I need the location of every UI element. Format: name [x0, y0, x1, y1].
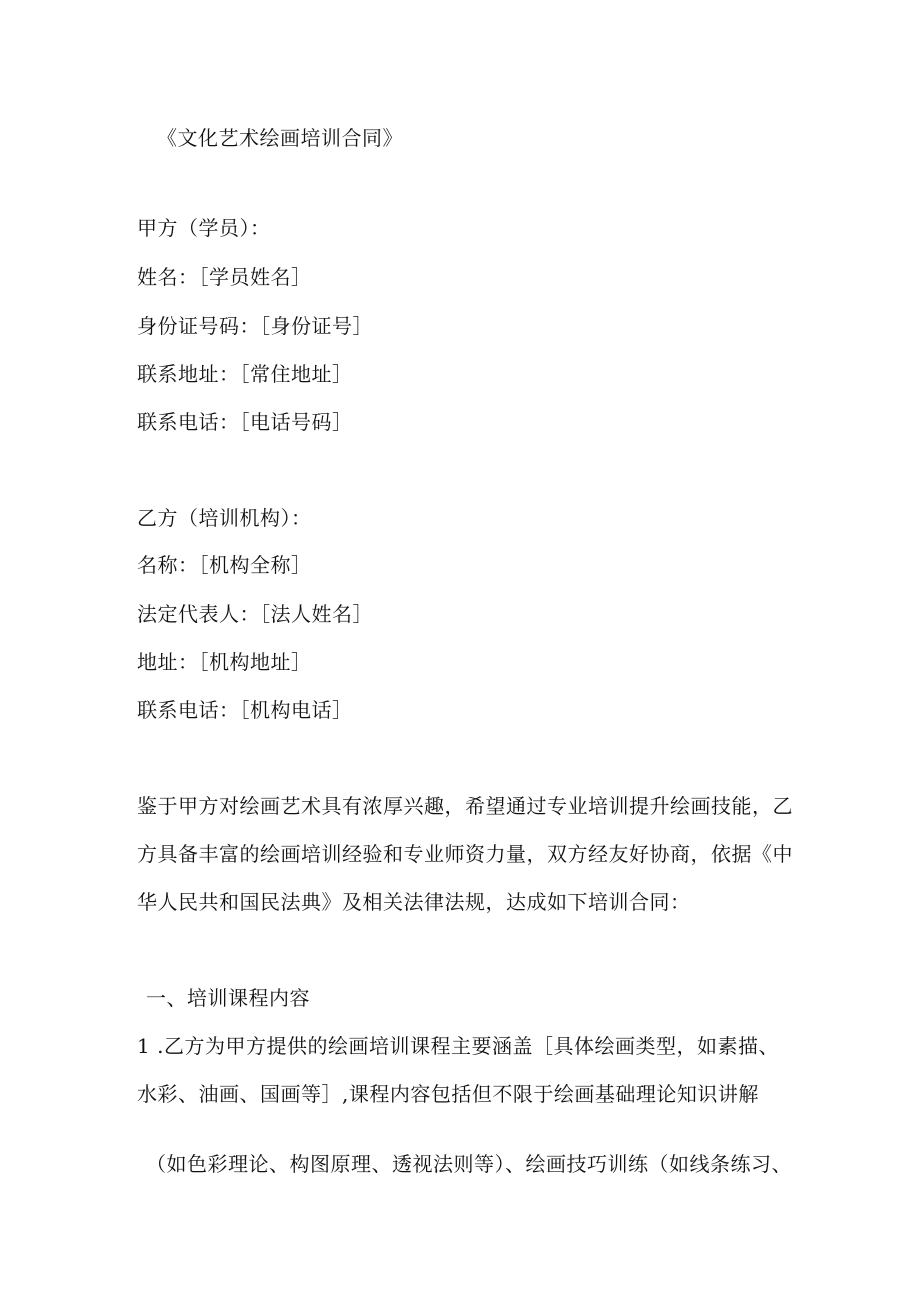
party-b-name: 名称：［机构全称］	[137, 553, 312, 577]
party-b-phone: 联系电话：［机构电话］	[137, 698, 353, 722]
section-body-line: （如色彩理论、构图原理、透视法则等）、绘画技巧训练（如线条练习、	[146, 1152, 792, 1176]
section-body-line: 1 .乙方为甲方提供的绘画培训课程主要涵盖［具体绘画类型，如素描、	[137, 1034, 779, 1058]
party-b-heading: 乙方（培训机构）：	[137, 506, 312, 530]
party-a-address: 联系地址：［常住地址］	[137, 362, 353, 386]
document-title: 《文化艺术绘画培训合同》	[157, 126, 403, 150]
party-b-address: 地址：［机构地址］	[137, 650, 312, 674]
party-a-id-number: 身份证号码：［身份证号］	[137, 314, 373, 338]
section-body-line: 水彩、油画、国画等］,课程内容包括但不限于绘画基础理论知识讲解	[137, 1082, 759, 1106]
party-a-phone: 联系电话：［电话号码］	[137, 410, 353, 434]
preamble-line: 华人民共和国民法典》及相关法律法规，达成如下培训合同：	[137, 890, 691, 914]
preamble-line: 鉴于甲方对绘画艺术具有浓厚兴趣，希望通过专业培训提升绘画技能，乙	[137, 794, 793, 818]
party-a-heading: 甲方（学员）：	[137, 216, 271, 240]
party-b-legal-representative: 法定代表人：［法人姓名］	[137, 602, 373, 626]
party-a-name: 姓名：［学员姓名］	[137, 265, 312, 289]
preamble-line: 方具备丰富的绘画培训经验和专业师资力量，双方经友好协商，依据《中	[137, 842, 793, 866]
section-heading: 一、培训课程内容	[146, 986, 310, 1010]
